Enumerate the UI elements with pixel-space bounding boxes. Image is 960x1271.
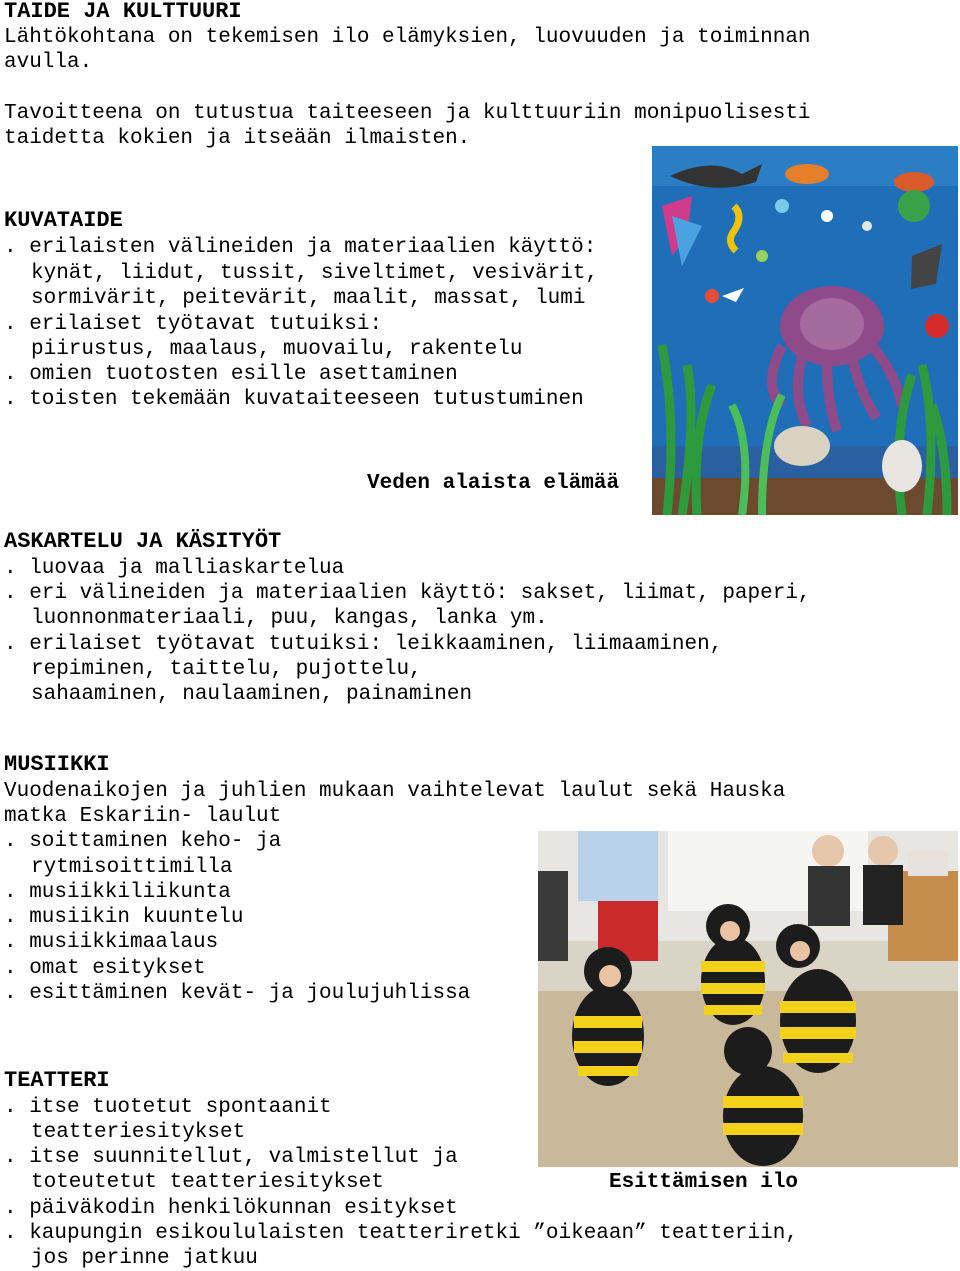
bullet-item: . kaupungin esikoululaisten teatteriretki ”oikeaan” teatteriin, — [4, 1222, 798, 1245]
image-caption-performing: Esittämisen ilo — [609, 1171, 799, 1194]
bullet-item: . eri välineiden ja materiaalien käyttö: sakset, liimat, paperi, — [4, 582, 811, 605]
bullet-continuation: jos perinne jatkuu — [31, 1247, 258, 1270]
bullet-continuation: piirustus, maalaus, muovailu, rakentelu — [31, 338, 523, 361]
bullet-continuation: rytmisoittimilla — [31, 856, 233, 879]
section-heading-askartelu: ASKARTELU JA KÄSITYÖT — [4, 529, 282, 554]
bullet-item: . erilaisten välineiden ja materiaalien käyttö: — [4, 236, 597, 259]
bullet-item: . omat esitykset — [4, 957, 206, 980]
bullet-item: . erilaiset työtavat tutuiksi: — [4, 313, 383, 336]
bullet-continuation: sormivärit, peitevärit, maalit, massat, lumi — [31, 287, 586, 310]
bullet-item: . itse suunnitellut, valmistellut ja — [4, 1146, 458, 1169]
section-heading-taide: TAIDE JA KULTTUURI — [4, 0, 242, 24]
text-line: Vuodenaikojen ja juhlien mukaan vaihtelevat laulut sekä Hauska — [4, 780, 786, 803]
section-heading-kuvataide: KUVATAIDE — [4, 208, 123, 233]
text-line: Lähtökohtana on tekemisen ilo elämyksien, luovuuden ja toiminnan — [4, 26, 811, 49]
image-caption-underwater: Veden alaista elämää — [367, 472, 620, 495]
bullet-continuation: luonnonmateriaali, puu, kangas, lanka ym. — [31, 607, 548, 630]
bullet-item: . musiikin kuuntelu — [4, 906, 244, 929]
section-heading-teatteri: TEATTERI — [4, 1068, 110, 1093]
underwater-mural-photo — [652, 146, 958, 515]
bullet-item: . itse tuotetut spontaanit — [4, 1096, 332, 1119]
bullet-continuation: teatteriesitykset — [31, 1121, 246, 1144]
bullet-continuation: kynät, liidut, tussit, siveltimet, vesivärit, — [31, 262, 599, 285]
bullet-item: . musiikkiliikunta — [4, 881, 231, 904]
text-line: Tavoitteena on tutustua taiteeseen ja kulttuuriin monipuolisesti — [4, 102, 811, 125]
bullet-continuation: repiminen, taittelu, pujottelu, — [31, 658, 422, 681]
section-heading-musiikki: MUSIIKKI — [4, 752, 110, 777]
bullet-item: . luovaa ja malliaskartelua — [4, 557, 345, 580]
bullet-item: . omien tuotosten esille asettaminen — [4, 363, 458, 386]
text-line: avulla. — [4, 51, 93, 74]
text-line: taidetta kokien ja itseään ilmaisten. — [4, 127, 471, 150]
text-line: matka Eskariin- laulut — [4, 805, 282, 828]
bullet-item: . musiikkimaalaus — [4, 931, 219, 954]
bullet-item: . esittäminen kevät- ja joulujuhlissa — [4, 982, 471, 1005]
bullet-item: . päiväkodin henkilökunnan esitykset — [4, 1197, 458, 1220]
bullet-continuation: toteutetut teatteriesitykset — [31, 1171, 384, 1194]
bullet-item: . toisten tekemään kuvataiteeseen tutustuminen — [4, 388, 584, 411]
bullet-item: . soittaminen keho- ja — [4, 830, 282, 853]
bullet-item: . erilaiset työtavat tutuiksi: leikkaaminen, liimaaminen, — [4, 633, 723, 656]
bullet-continuation: sahaaminen, naulaaminen, painaminen — [31, 683, 473, 706]
children-performing-photo — [538, 831, 958, 1167]
